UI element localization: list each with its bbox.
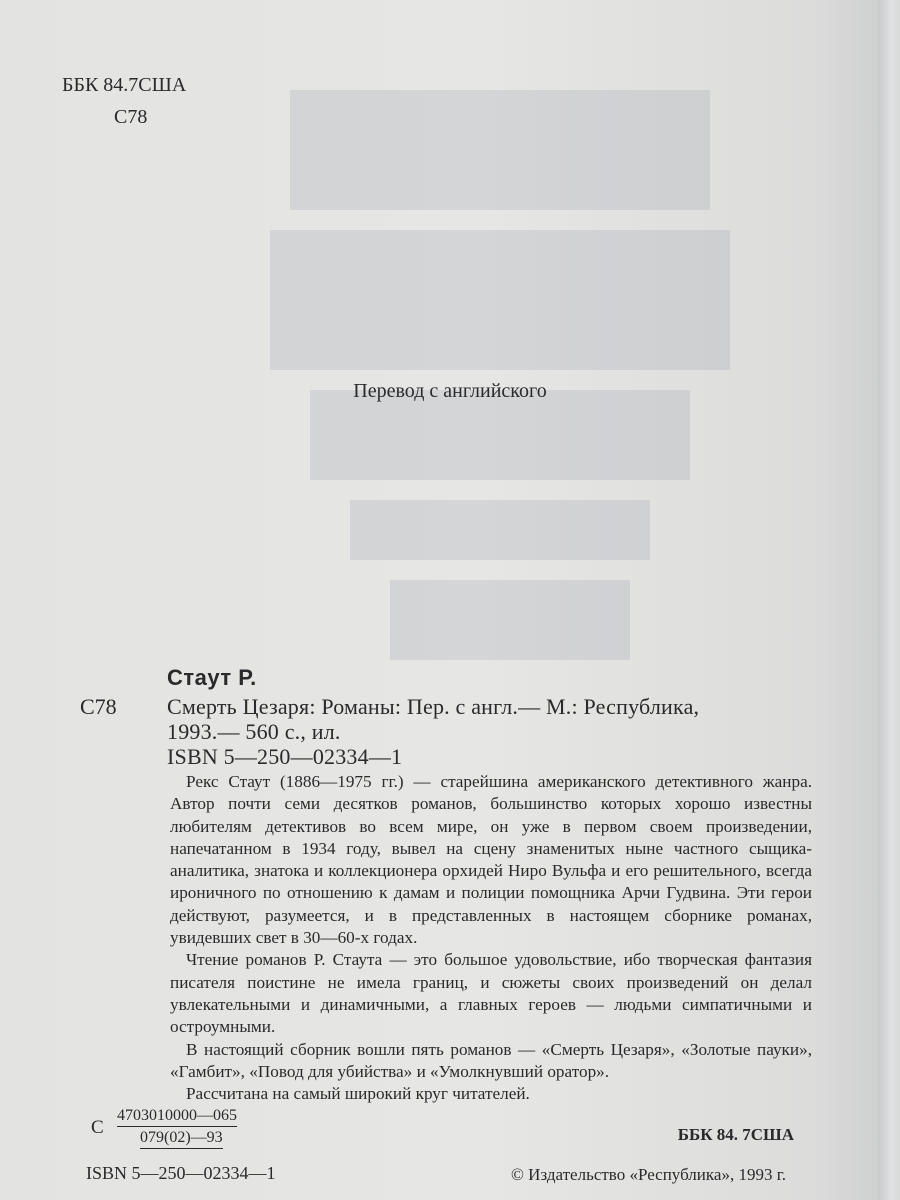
record-year-pages: 1993.— 560 с., ил. xyxy=(167,719,341,744)
annotation-block xyxy=(170,771,812,1105)
annotation-paragraph: Рассчитана на самый широкий круг читателей. xyxy=(186,1084,530,1104)
record-author-mark: С78 xyxy=(80,694,117,719)
record-title-line: Смерть Цезаря: Романы: Пер. с англ.— М.: Республика, xyxy=(167,694,700,719)
annotation-paragraph: В настоящий сборник вошли пять романов — «Смерть Цезаря», «Золотые пауки», «Гамбит», «Повод для убийства» и «Умолкнувший оратор». xyxy=(170,1039,812,1081)
copyright-line: © Издательство «Республика», 1993 г. xyxy=(511,1165,786,1184)
bbk-code-top: ББК 84.7США xyxy=(62,74,187,96)
bbk-code-bottom: ББК 84. 7США xyxy=(677,1125,794,1144)
index-letter: С xyxy=(91,1117,104,1138)
index-numerator: 4703010000—065 xyxy=(117,1107,237,1127)
page-edge xyxy=(878,0,900,1200)
annotation-paragraph: Чтение романов Р. Стаута — это большое удовольствие, ибо творческая фантазия писателя поистине не имела границ, и сюжеты своих произведений он делал увлекательными и динамичными, а главных героев — людьми симпатичными и остроумными. xyxy=(170,950,812,1037)
record-isbn: ISBN 5—250—02334—1 xyxy=(167,744,403,769)
bleed-through-watermark xyxy=(190,60,810,680)
record-author: Стаут Р. xyxy=(167,665,257,690)
annotation-paragraph: Рекс Стаут (1886—1975 гг.) — старейшина американского детективного жанра. Автор почти семи десятков романов, большинство которых хорошо известны любителям детективов во всем мире, он уже в первом своем произведении, напечатанном в 1934 году, вывел на сцену знаменитых ныне частного сыщика-аналитика, знатока и коллекционера орхидей Ниро Вульфа и его решительного, всегда ироничного по отношению к дамам и полиции помощника Арчи Гудвина. Эти герои действуют, разумеется, и в представленных в настоящем сборнике романах, увидевших свет в 30—60-х годах. xyxy=(170,772,812,948)
index-denominator: 079(02)—93 xyxy=(140,1129,223,1149)
translation-note: Перевод с английского xyxy=(353,380,547,402)
author-mark-top: С78 xyxy=(114,106,148,128)
isbn-bottom: ISBN 5—250—02334—1 xyxy=(86,1163,276,1183)
